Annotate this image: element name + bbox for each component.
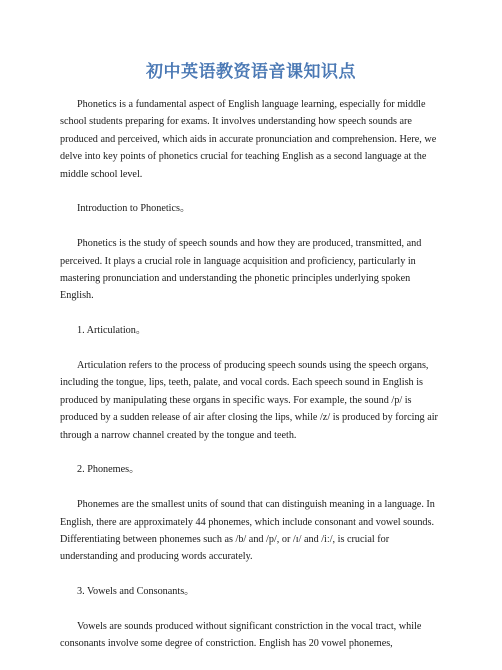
phonemes-paragraph: Phonemes are the smallest units of sound that can distinguish meaning in a language. In English, there are approximately 44 phonemes, which include consonant and vowel sounds. Differentiating between phonemes such as /b/ and /p/, or /ɪ/ and /iː/, is crucial for understanding and producing words accurately.	[60, 499, 435, 563]
section-heading-vowels-consonants: 3. Vowels and Consonants。	[77, 586, 195, 598]
intro-paragraph: Phonetics is a fundamental aspect of English language learning, especially for middle school students preparing for exams. It involves understanding how speech sounds are produced and perceived, which aids in accurate pronunciation and comprehension. Here, we delve into key points of phonetics crucial for teaching English as a second language at the middle school level.	[60, 99, 437, 180]
articulation-paragraph: Articulation refers to the process of producing speech sounds using the speech organs, including the tongue, lips, teeth, palate, and vocal cords. Each speech sound in English is produced by manipulating these organs in specific ways. For example, the sound /p/ is produced by a sudden release of air after closing the lips, while /z/ is produced by forcing air through a narrow channel created by the tongue and teeth.	[60, 360, 438, 441]
section-heading-phonemes: 2. Phonemes。	[77, 464, 140, 476]
section-heading-introduction: Introduction to Phonetics。	[77, 203, 191, 215]
document-title: 初中英语教资语音课知识点	[146, 62, 356, 82]
vowels-consonants-paragraph: Vowels are sounds produced without significant constriction in the vocal tract, while consonants involve some degree of constriction. English has 20 vowel phonemes,	[60, 621, 422, 650]
phonetics-definition-paragraph: Phonetics is the study of speech sounds and how they are produced, transmitted, and perceived. It plays a crucial role in language acquisition and proficiency, particularly in mastering pronunciation and understanding the phonetic principles underlying spoken English.	[60, 238, 422, 302]
section-heading-articulation: 1. Articulation。	[77, 325, 147, 337]
document-body	[60, 96, 442, 670]
